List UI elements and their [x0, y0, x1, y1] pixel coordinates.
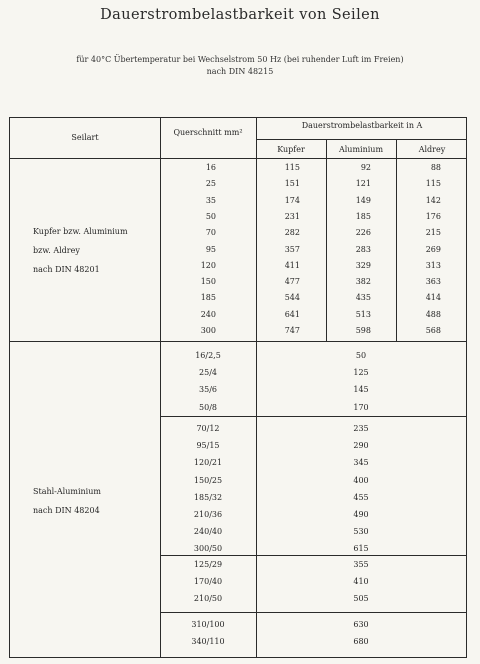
- cell-querschnitt: 185/32: [193, 493, 223, 502]
- cell-kupfer: 477: [284, 277, 300, 286]
- cell-dauerstrom: 290: [353, 441, 369, 450]
- cell-querschnitt: 310/100: [191, 620, 225, 629]
- cell-querschnitt: 150: [200, 277, 216, 286]
- cell-querschnitt: 185: [200, 293, 216, 302]
- cell-dauerstrom: 490: [353, 510, 369, 519]
- cell-aldrey: 215: [425, 228, 441, 237]
- cell-kupfer: 544: [284, 293, 300, 302]
- cell-kupfer: 174: [284, 196, 300, 205]
- cell-aldrey: 488: [425, 310, 441, 319]
- cell-querschnitt: 25/4: [199, 368, 217, 377]
- cell-kupfer: 115: [284, 163, 300, 172]
- group1-label-line: bzw. Aldrey: [33, 246, 80, 255]
- header-divider: [9, 158, 467, 159]
- cell-querschnitt: 240: [200, 310, 216, 319]
- cell-querschnitt: 150/25: [193, 476, 223, 485]
- cell-kupfer: 282: [284, 228, 300, 237]
- cell-dauerstrom: 235: [353, 424, 369, 433]
- group2-label-line: nach DIN 48204: [33, 506, 100, 515]
- cell-querschnitt: 35/6: [199, 385, 217, 394]
- cell-aluminium: 329: [355, 261, 371, 270]
- cell-aluminium: 598: [355, 326, 371, 335]
- cell-querschnitt: 300: [200, 326, 216, 335]
- header-seilart: Seilart: [71, 133, 99, 142]
- cell-dauerstrom: 530: [353, 527, 369, 536]
- cell-aldrey: 142: [425, 196, 441, 205]
- cell-querschnitt: 25: [205, 179, 216, 188]
- cell-dauerstrom: 125: [353, 368, 369, 377]
- cell-aluminium: 513: [355, 310, 371, 319]
- cell-querschnitt: 170/40: [193, 577, 223, 586]
- cell-dauerstrom: 410: [353, 577, 369, 586]
- cell-aldrey: 414: [425, 293, 441, 302]
- cell-querschnitt: 50/8: [199, 403, 217, 412]
- cell-aldrey: 363: [425, 277, 441, 286]
- header-aluminium: Aluminium: [338, 145, 384, 154]
- block-divider: [160, 612, 467, 613]
- header-divider: [256, 139, 467, 140]
- cell-querschnitt: 95: [205, 245, 216, 254]
- cell-dauerstrom: 50: [355, 351, 367, 360]
- group1-label-line: nach DIN 48201: [33, 265, 100, 274]
- cell-querschnitt: 16/2,5: [195, 351, 221, 360]
- cell-querschnitt: 120/21: [193, 458, 223, 467]
- cell-querschnitt: 125/29: [193, 560, 223, 569]
- cell-dauerstrom: 145: [353, 385, 369, 394]
- column-divider: [326, 139, 327, 341]
- cell-querschnitt: 70/12: [196, 424, 220, 433]
- cell-kupfer: 641: [284, 310, 300, 319]
- cell-kupfer: 411: [284, 261, 300, 270]
- subtitle-line-1: für 40°C Übertemperatur bei Wechselstrom 50 Hz (bei ruhender Luft im Freien): [76, 55, 404, 64]
- cell-aluminium: 149: [355, 196, 371, 205]
- cell-aluminium: 92: [360, 163, 371, 172]
- cell-aluminium: 283: [355, 245, 371, 254]
- cell-dauerstrom: 345: [353, 458, 369, 467]
- header-aldrey: Aldrey: [418, 145, 446, 154]
- column-divider: [396, 139, 397, 341]
- header-dauerstrom: Dauerstrombelastbarkeit in A: [301, 121, 423, 130]
- cell-dauerstrom: 630: [353, 620, 369, 629]
- cell-querschnitt: 95/15: [196, 441, 220, 450]
- cell-kupfer: 231: [284, 212, 300, 221]
- header-kupfer: Kupfer: [277, 145, 305, 154]
- cell-aldrey: 568: [425, 326, 441, 335]
- cell-querschnitt: 50: [205, 212, 216, 221]
- cell-dauerstrom: 355: [353, 560, 369, 569]
- cell-querschnitt: 340/110: [191, 637, 225, 646]
- cell-dauerstrom: 170: [353, 403, 369, 412]
- group1-label-line: Kupfer bzw. Aluminium: [33, 227, 128, 236]
- cell-querschnitt: 70: [205, 228, 216, 237]
- column-divider: [256, 117, 257, 658]
- cell-querschnitt: 210/50: [193, 594, 223, 603]
- cell-kupfer: 357: [284, 245, 300, 254]
- column-divider: [160, 117, 161, 658]
- cell-dauerstrom: 455: [353, 493, 369, 502]
- block-divider: [160, 416, 467, 417]
- cell-querschnitt: 300/50: [193, 544, 223, 553]
- cell-querschnitt: 210/36: [193, 510, 223, 519]
- cell-dauerstrom: 505: [353, 594, 369, 603]
- cell-aluminium: 226: [355, 228, 371, 237]
- cell-kupfer: 151: [284, 179, 300, 188]
- page-title: Dauerstrombelastbarkeit von Seilen: [100, 7, 380, 23]
- cell-aldrey: 88: [430, 163, 441, 172]
- subtitle-line-2: nach DIN 48215: [206, 67, 274, 76]
- cell-aluminium: 435: [355, 293, 371, 302]
- cell-dauerstrom: 400: [353, 476, 369, 485]
- cell-aldrey: 313: [425, 261, 441, 270]
- cell-aldrey: 115: [425, 179, 441, 188]
- cell-aluminium: 382: [355, 277, 371, 286]
- group-divider: [9, 341, 467, 342]
- cell-aldrey: 269: [425, 245, 441, 254]
- cell-querschnitt: 35: [205, 196, 216, 205]
- group2-label-line: Stahl-Aluminium: [33, 487, 101, 496]
- block-divider: [160, 555, 467, 556]
- cell-querschnitt: 240/40: [193, 527, 223, 536]
- cell-aluminium: 185: [355, 212, 371, 221]
- cell-dauerstrom: 680: [353, 637, 369, 646]
- cell-kupfer: 747: [284, 326, 300, 335]
- cell-querschnitt: 16: [205, 163, 216, 172]
- cell-dauerstrom: 615: [353, 544, 369, 553]
- header-querschnitt: Querschnitt mm²: [173, 128, 243, 137]
- cell-aluminium: 121: [355, 179, 371, 188]
- cell-querschnitt: 120: [200, 261, 216, 270]
- cell-aldrey: 176: [425, 212, 441, 221]
